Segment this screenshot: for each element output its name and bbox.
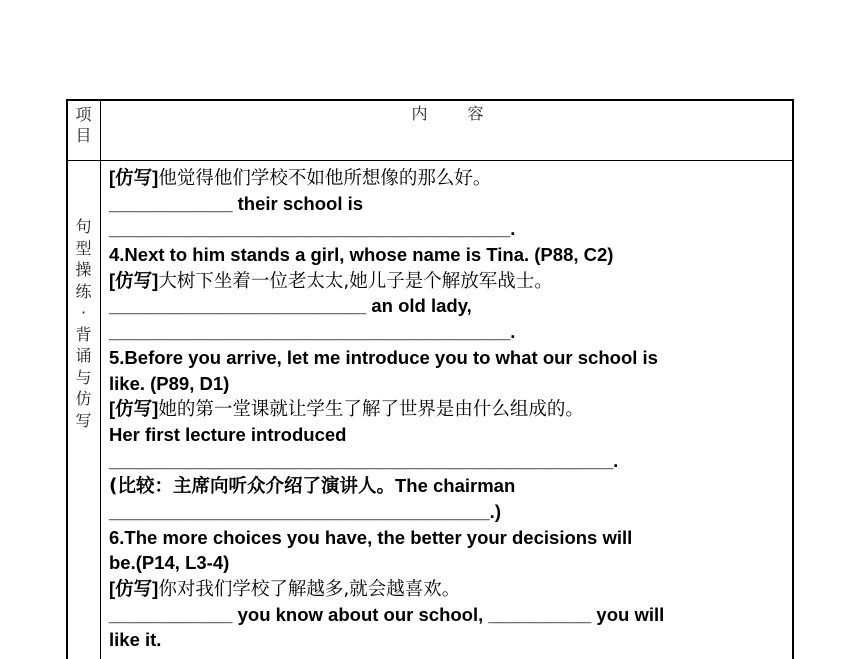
- compare-english: The chairman: [394, 475, 516, 497]
- side-label-char: 操: [75, 260, 92, 279]
- exercise-line: _____________________________________.): [109, 500, 501, 522]
- chinese-prompt: 他觉得他们学校不如他所想像的那么好。: [158, 168, 492, 189]
- exercise-line: [109, 576, 789, 602]
- chinese-prompt: 她的第一堂课就让学生了解了世界是由什么组成的。: [158, 399, 584, 421]
- side-label-char: 背: [75, 324, 92, 344]
- imitate-tag: [仿写]: [109, 578, 159, 599]
- side-label-char: 仿: [75, 389, 92, 408]
- exercise-line: [109, 473, 789, 499]
- exercise-line: 6.The more choices you have, the better your decisions will: [109, 526, 633, 548]
- imitate-tag: [仿写]: [109, 167, 159, 188]
- header-item-char: 目: [75, 126, 92, 145]
- header-item-char: 项: [75, 105, 92, 124]
- exercise-content: [109, 165, 789, 653]
- exercise-line: _________________________ an old lady,: [109, 295, 472, 317]
- side-label-char: 句: [75, 217, 92, 236]
- header-item-column: [67, 104, 100, 146]
- imitate-tag: [仿写]: [109, 269, 159, 291]
- header-content-char: 内: [411, 104, 428, 123]
- exercise-line: be.(P14, L3-4): [109, 552, 230, 574]
- exercise-line: ____________ their school is: [109, 192, 364, 214]
- side-label-char: 写: [75, 410, 92, 430]
- chinese-prompt: 你对我们学校了解越多,就会越喜欢。: [158, 579, 461, 600]
- exercise-line: like it.: [109, 629, 162, 651]
- side-label-char: 型: [75, 238, 92, 258]
- exercise-line: _______________________________________.: [109, 218, 516, 240]
- column-divider: [100, 99, 101, 659]
- exercise-line: ____________ you know about our school, __________ you will: [109, 603, 665, 625]
- chinese-prompt: 大树下坐着一位老太太,她儿子是个解放军战士。: [158, 270, 553, 292]
- header-content-column: [101, 104, 794, 124]
- exercise-line: 4.Next to him stands a girl, whose name is Tina. (P88, C2): [109, 244, 614, 266]
- side-label-char: 练: [75, 281, 92, 301]
- side-label-char: 诵: [75, 346, 92, 365]
- exercise-line: [109, 396, 789, 422]
- exercise-line: [109, 165, 789, 191]
- side-label-char: ·: [80, 303, 87, 322]
- header-content-char: 容: [467, 104, 484, 123]
- exercise-line: Her first lecture introduced: [109, 423, 347, 445]
- side-label: [67, 216, 100, 431]
- side-label-char: 与: [75, 367, 92, 387]
- compare-note: (比较：主席向听众介绍了演讲人。: [109, 476, 395, 498]
- header-divider: [66, 160, 794, 161]
- exercise-line: like. (P89, D1): [109, 372, 230, 394]
- exercise-line: 5.Before you arrive, let me introduce you to what our school is: [109, 346, 658, 368]
- imitate-tag: [仿写]: [109, 398, 159, 420]
- exercise-line: [109, 268, 789, 294]
- exercise-line: _________________________________________________.: [109, 449, 619, 471]
- exercise-line: _______________________________________.: [109, 321, 516, 343]
